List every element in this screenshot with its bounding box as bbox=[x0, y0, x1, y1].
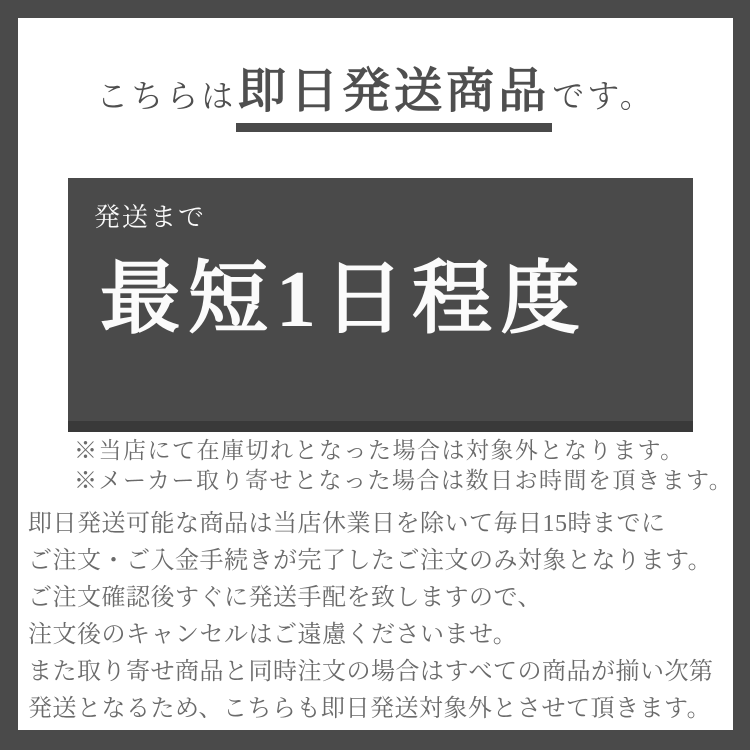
page-title bbox=[18, 65, 733, 132]
policy-line: 注文後のキャンセルはご遠慮くださいませ。 bbox=[28, 622, 518, 648]
heading-prefix: こちらは bbox=[96, 78, 237, 114]
policy-text bbox=[28, 506, 714, 728]
shipping-time-box bbox=[68, 178, 693, 432]
policy-line: ご注文・ご入金手続きが完了したご注文のみ対象となります。 bbox=[28, 548, 713, 574]
heading-suffix: です。 bbox=[552, 78, 655, 114]
policy-line: 発送となるため、こちらも即日発送対象外とさせて頂きます。 bbox=[28, 696, 712, 722]
shipping-box-label: 発送まで bbox=[94, 203, 207, 232]
note-line: ※メーカー取り寄せとなった場合は数日お時間を頂きます。 bbox=[74, 468, 733, 493]
notes-list bbox=[74, 436, 733, 496]
policy-line: 即日発送可能な商品は当店休業日を除いて毎日15時までに bbox=[28, 511, 666, 537]
policy-line: また取り寄せ商品と同時注文の場合はすべての商品が揃い次第 bbox=[28, 659, 714, 685]
note-line: ※当店にて在庫切れとなった場合は対象外となります。 bbox=[74, 438, 685, 463]
heading-highlight-underlined: 即日発送商品 bbox=[236, 68, 552, 132]
shipping-duration: 最短1日程度 bbox=[100, 256, 588, 345]
banner-canvas bbox=[18, 18, 733, 730]
policy-line: ご注文確認後すぐに発送手配を致しますので、 bbox=[28, 585, 543, 611]
